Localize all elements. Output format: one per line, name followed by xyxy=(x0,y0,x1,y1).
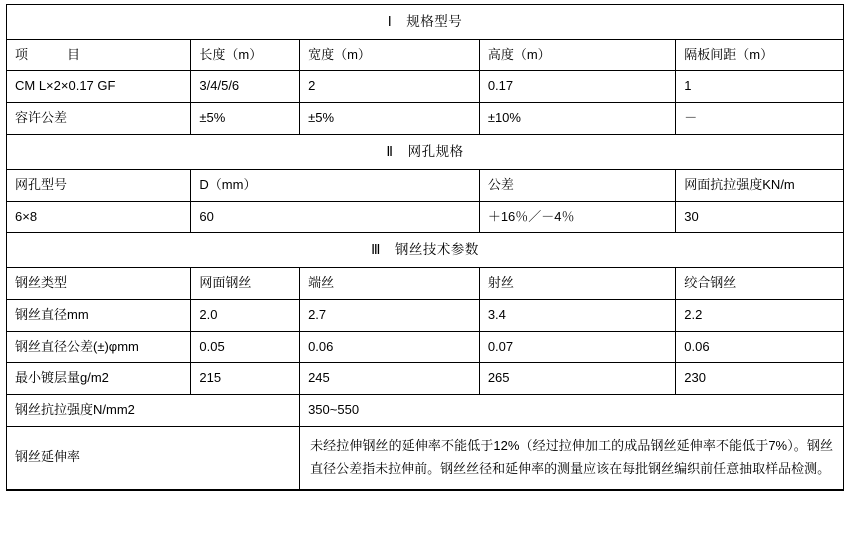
header-cell: 隔板间距（m） xyxy=(676,39,843,71)
table-row xyxy=(7,363,843,395)
header-cell: 射丝 xyxy=(479,267,675,299)
section-title-row-3 xyxy=(7,233,843,268)
section-title-row-2 xyxy=(7,135,843,170)
data-cell: ±5% xyxy=(191,103,300,135)
section-title-wire-tech: Ⅲ 钢丝技术参数 xyxy=(7,233,843,268)
header-cell: 钢丝类型 xyxy=(7,267,191,299)
data-cell: 2.0 xyxy=(191,299,300,331)
header-cell: 网孔型号 xyxy=(7,169,191,201)
table-row xyxy=(7,299,843,331)
data-cell: ±5% xyxy=(300,103,480,135)
row-value-tensile-strength: 350~550 xyxy=(300,395,843,427)
section-title-row-1 xyxy=(7,5,843,39)
data-cell: 6×8 xyxy=(7,201,191,233)
data-cell: 3/4/5/6 xyxy=(191,71,300,103)
row-label-tensile-strength: 钢丝抗拉强度N/mm2 xyxy=(7,395,300,427)
spec-table xyxy=(7,5,843,490)
data-cell: 钢丝直径公差(±)φmm xyxy=(7,331,191,363)
header-cell: 高度（m） xyxy=(479,39,675,71)
data-cell: 245 xyxy=(300,363,480,395)
header-cell: 长度（m） xyxy=(191,39,300,71)
header-cell: D（mm） xyxy=(191,169,479,201)
table-row xyxy=(7,201,843,233)
data-cell: 30 xyxy=(676,201,843,233)
data-cell: 2.7 xyxy=(300,299,480,331)
header-cell: 绞合钢丝 xyxy=(676,267,843,299)
header-cell: 公差 xyxy=(479,169,675,201)
data-cell: 容许公差 xyxy=(7,103,191,135)
data-cell: 2 xyxy=(300,71,480,103)
header-cell: 网面抗拉强度KN/m xyxy=(676,169,843,201)
table-row xyxy=(7,331,843,363)
header-cell: 项 目 xyxy=(7,39,191,71)
row-label-elongation: 钢丝延伸率 xyxy=(7,427,300,490)
data-cell: － xyxy=(676,103,843,135)
data-cell: 最小镀层量g/m2 xyxy=(7,363,191,395)
data-cell: 0.05 xyxy=(191,331,300,363)
data-cell: 1 xyxy=(676,71,843,103)
data-cell: CM L×2×0.17 GF xyxy=(7,71,191,103)
table-row xyxy=(7,169,843,201)
section-title-spec-model: Ⅰ 规格型号 xyxy=(7,5,843,39)
data-cell: 钢丝直径mm xyxy=(7,299,191,331)
data-cell: 0.07 xyxy=(479,331,675,363)
section-title-mesh-spec: Ⅱ 网孔规格 xyxy=(7,135,843,170)
table-row xyxy=(7,267,843,299)
data-cell: 2.2 xyxy=(676,299,843,331)
data-cell: ±10% xyxy=(479,103,675,135)
row-value-elongation: 未经拉伸钢丝的延伸率不能低于12%（经过拉伸加工的成品钢丝延伸率不能低于7%）。钢丝直径公差指未拉伸前。钢丝丝径和延伸率的测量应该在每批钢丝编织前任意抽取样品检测。 xyxy=(300,427,843,490)
data-cell: 0.06 xyxy=(676,331,843,363)
data-cell: 60 xyxy=(191,201,479,233)
data-cell: 215 xyxy=(191,363,300,395)
table-row xyxy=(7,71,843,103)
data-cell: 230 xyxy=(676,363,843,395)
table-row xyxy=(7,39,843,71)
spec-sheet xyxy=(6,4,844,491)
table-row-tensile-strength xyxy=(7,395,843,427)
table-row-elongation xyxy=(7,427,843,490)
table-row xyxy=(7,103,843,135)
header-cell: 宽度（m） xyxy=(300,39,480,71)
data-cell: 265 xyxy=(479,363,675,395)
header-cell: 端丝 xyxy=(300,267,480,299)
data-cell: 3.4 xyxy=(479,299,675,331)
data-cell: 0.06 xyxy=(300,331,480,363)
data-cell: 0.17 xyxy=(479,71,675,103)
data-cell: ＋16％／－4％ xyxy=(479,201,675,233)
header-cell: 网面钢丝 xyxy=(191,267,300,299)
